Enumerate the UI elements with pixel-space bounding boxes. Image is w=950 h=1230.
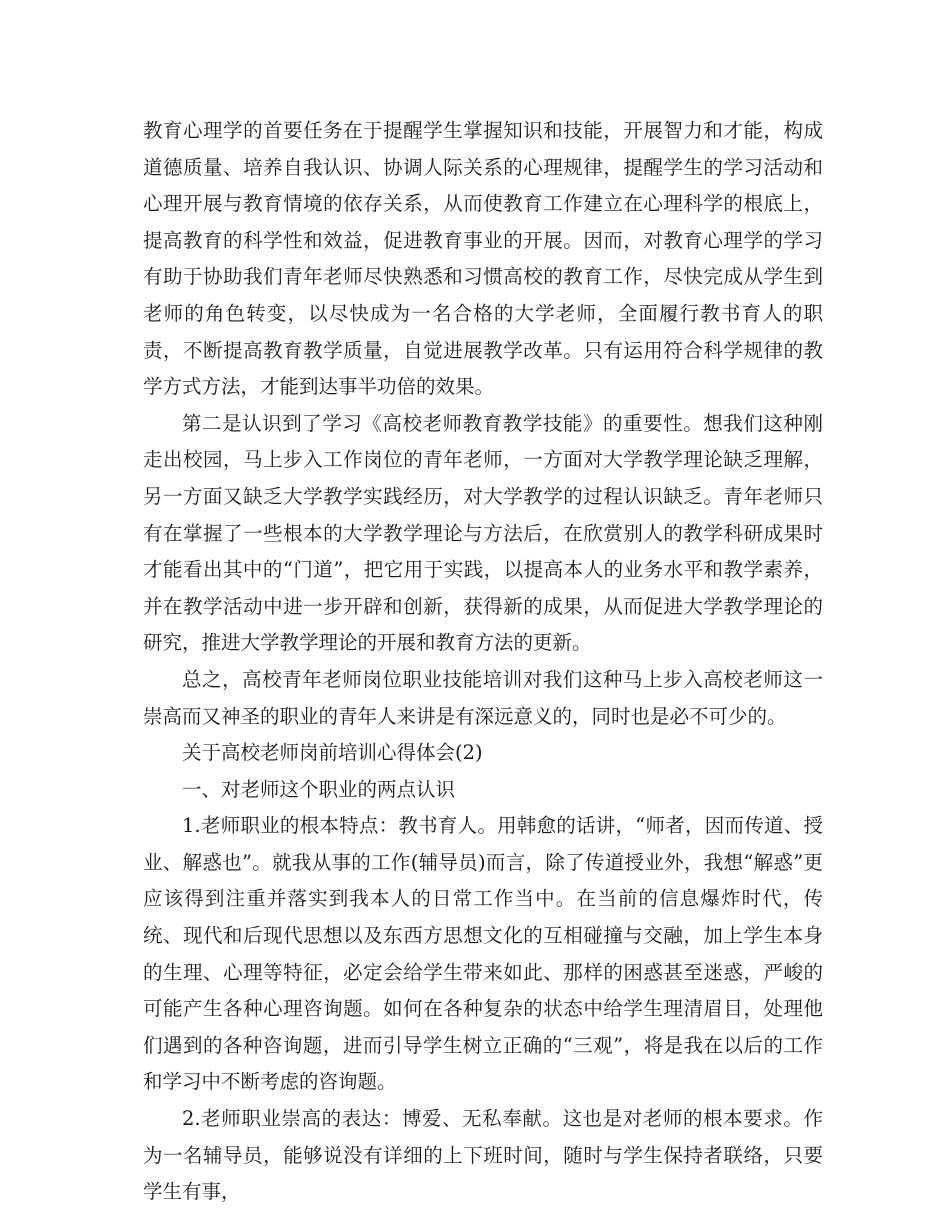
section-title: 关于高校老师岗前培训心得体会(2): [182, 741, 483, 765]
paragraph-point-two: 2.老师职业崇高的表达：博爱、无私奉献。这也是对老师的根本要求。作为一名辅导员，能够说没有详细的上下班时间，随时与学生保持者联络，只要学生有事，: [143, 1107, 823, 1204]
document-body: [143, 113, 823, 1211]
paragraph-continuation: 教育心理学的首要任务在于提醒学生掌握知识和技能，开展智力和才能，构成道德质量、培养自我认识、协调人际关系的心理规律，提醒学生的学习活动和心理开展与教育情境的依存关系，从而使教育工作建立在心理科学的根底上，提高教育的科学性和效益，促进教育事业的开展。因而，对教育心理学的学习有助于协助我们青年老师尽快熟悉和习惯高校的教育工作，尽快完成从学生到老师的角色转变，以尽快成为一名合格的大学老师，全面履行教书育人的职责，不断提高教育教学质量，自觉进展教学改革。只有运用符合科学规律的教学方式方法，才能到达事半功倍的效果。: [143, 119, 823, 399]
paragraph-point-one: 1.老师职业的根本特点：教书育人。用韩愈的话讲，“师者，因而传道、授业、解惑也”。就我从事的工作(辅导员)而言，除了传道授业外，我想“解惑”更应该得到注重并落实到我本人的日常工作当中。在当前的信息爆炸时代，传统、现代和后现代思想以及东西方思想文化的互相碰撞与交融，加上学生本身的生理、心理等特征，必定会给学生带来如此、那样的困惑甚至迷惑，严峻的可能产生各种心理咨询题。如何在各种复杂的状态中给学生理清眉目，处理他们遇到的各种咨询题，进而引导学生树立正确的“三观”，将是我在以后的工作和学习中不断考虑的咨询题。: [143, 814, 823, 1094]
paragraph-conclusion: 总之，高校青年老师岗位职业技能培训对我们这种马上步入高校老师这一崇高而又神圣的职业的青年人来讲是有深远意义的，同时也是必不可少的。: [143, 667, 823, 728]
subsection-heading: 一、对老师这个职业的两点认识: [182, 777, 456, 801]
paragraph-second-point: 第二是认识到了学习《高校老师教育教学技能》的重要性。想我们这种刚走出校园，马上步入工作岗位的青年老师，一方面对大学教学理论缺乏理解，另一方面又缺乏大学教学实践经历，对大学教学的过程认识缺乏。青年老师只有在掌握了一些根本的大学教学理论与方法后，在欣赏别人的教学科研成果时才能看出其中的“门道”，把它用于实践，以提高本人的业务水平和教学素养，并在教学活动中进一步开辟和创新，获得新的成果，从而促进大学教学理论的研究，推进大学教学理论的开展和教育方法的更新。: [143, 411, 823, 655]
